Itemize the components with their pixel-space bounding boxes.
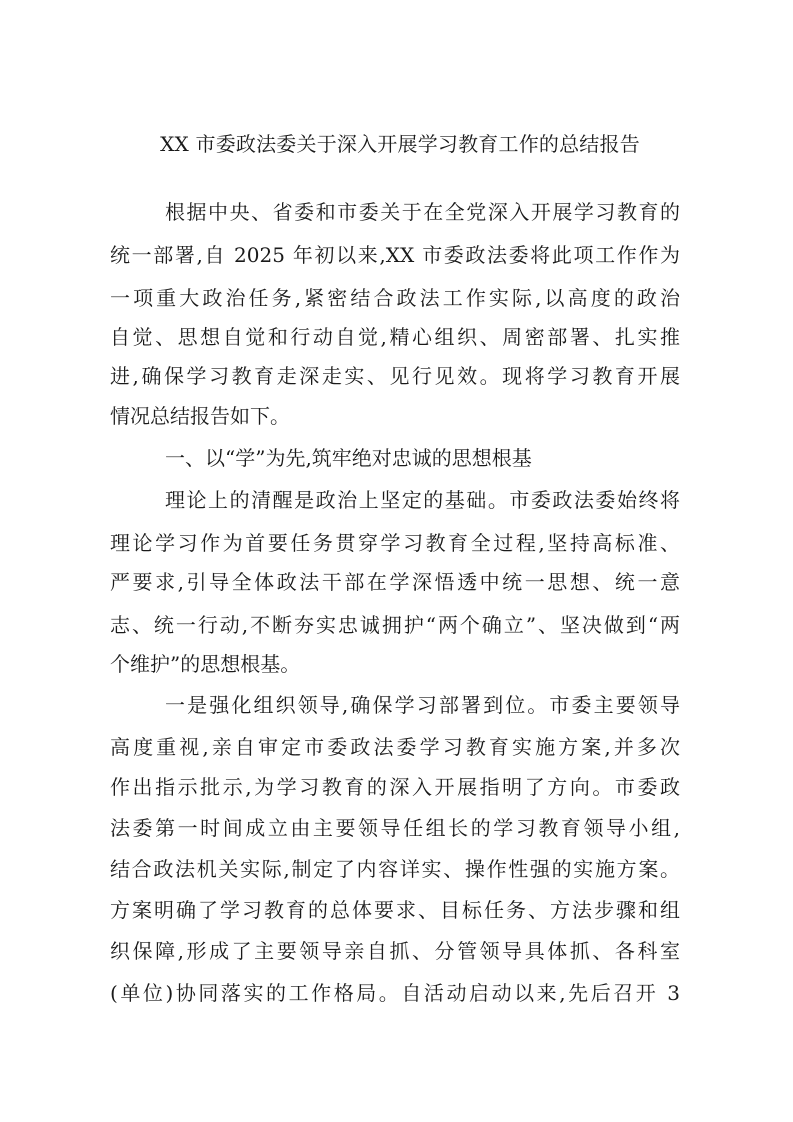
paragraph-line: 织保障,形成了主要领导亲自抓、分管领导具体抓、各科室 <box>110 939 680 963</box>
paragraph-line: 统一部署,自 2025 年初以来,XX 市委政法委将此项工作作为 <box>110 243 680 267</box>
paragraph-line: 作出指示批示,为学习教育的深入开展指明了方向。市委政 <box>110 775 680 799</box>
paragraph-line: 理论上的清醒是政治上坚定的基础。市委政法委始终将 <box>165 488 680 512</box>
paragraph-line: 志、统一行动,不断夯实忠诚拥护“两个确立”、坚决做到“两 <box>110 613 680 637</box>
paragraph-line: 情况总结报告如下。 <box>110 404 290 428</box>
document-title: XX 市委政法委关于深入开展学习教育工作的总结报告 <box>160 132 640 156</box>
paragraph-line: 法委第一时间成立由主要领导任组长的学习教育领导小组, <box>110 816 680 840</box>
paragraph-line: 进,确保学习教育走深走实、见行见效。现将学习教育开展 <box>110 364 680 388</box>
paragraph-line: 结合政法机关实际,制定了内容详实、操作性强的实施方案。 <box>110 857 680 881</box>
paragraph-line: 一是强化组织领导,确保学习部署到位。市委主要领导 <box>165 693 680 717</box>
paragraph-line: 理论学习作为首要任务贯穿学习教育全过程,坚持高标准、 <box>110 531 680 555</box>
paragraph-line: 一项重大政治任务,紧密结合政法工作实际,以高度的政治 <box>110 286 680 310</box>
paragraph-line: 方案明确了学习教育的总体要求、目标任务、方法步骤和组 <box>110 898 680 922</box>
paragraph-line: 高度重视,亲自审定市委政法委学习教育实施方案,并多次 <box>110 735 680 759</box>
paragraph-line: 严要求,引导全体政法干部在学深悟透中统一思想、统一意 <box>110 570 680 594</box>
section-heading: 一、以“学”为先,筑牢绝对忠诚的思想根基 <box>165 446 532 470</box>
paragraph-line: (单位)协同落实的工作格局。自活动启动以来,先后召开 3 <box>110 981 680 1005</box>
paragraph-line: 个维护”的思想根基。 <box>110 652 301 676</box>
paragraph-line: 自觉、思想自觉和行动自觉,精心组织、周密部署、扎实推 <box>110 325 680 349</box>
paragraph-line: 根据中央、省委和市委关于在全党深入开展学习教育的 <box>165 200 680 224</box>
